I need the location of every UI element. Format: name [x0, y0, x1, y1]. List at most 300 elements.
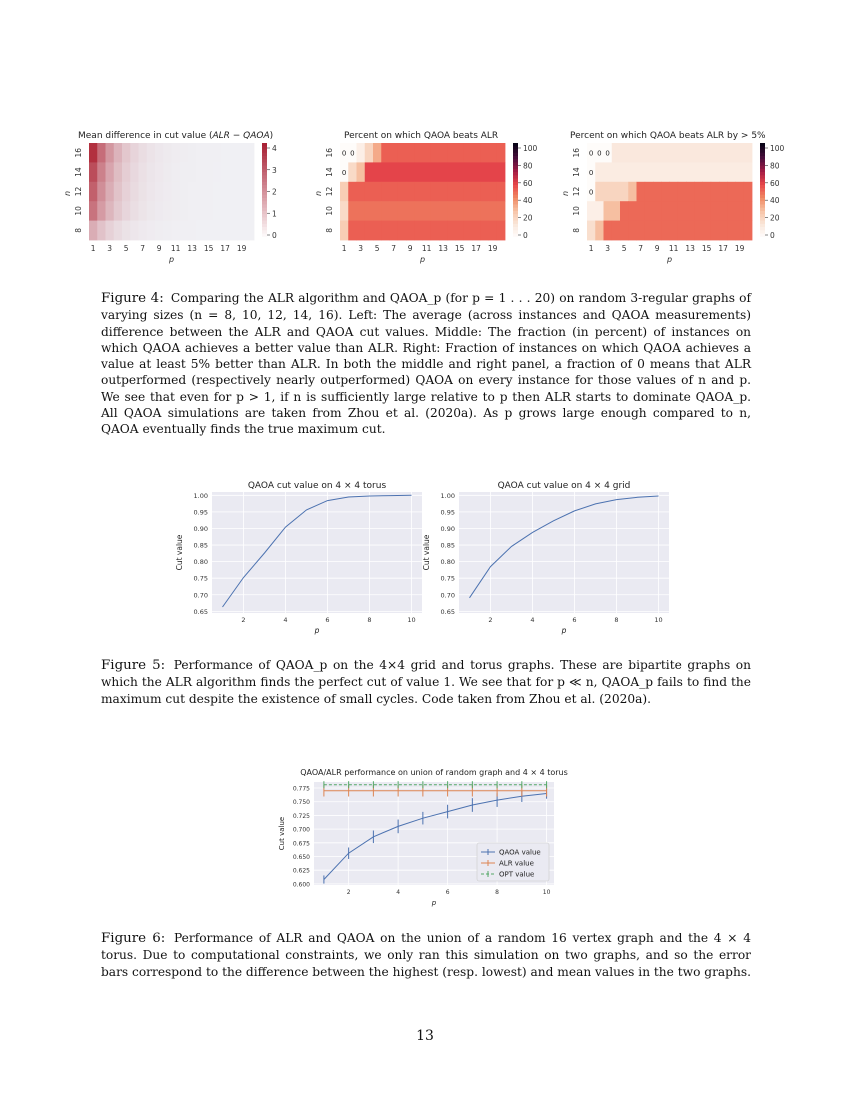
y-tick-label: 16 [572, 147, 581, 158]
heatmap-cell [106, 143, 115, 163]
colorbar-tick-label: 40 [523, 196, 533, 206]
heatmap-cell [744, 182, 753, 202]
colorbar-tick-label: 40 [770, 196, 780, 206]
heatmap-cell [678, 143, 687, 163]
colorbar-segment [513, 182, 518, 186]
heatmap-cell [155, 201, 164, 221]
colorbar-segment [513, 143, 518, 147]
x-tick-label: 6 [445, 889, 450, 896]
heatmap-cell [439, 201, 448, 221]
colorbar-tick-label: 4 [272, 144, 277, 153]
heatmap-cell [180, 162, 189, 182]
colorbar-segment [760, 172, 765, 176]
heatmap-cell [406, 201, 415, 221]
colorbar-segment [262, 175, 267, 179]
colorbar-segment [513, 230, 518, 234]
heatmap-cell [221, 221, 230, 241]
heatmap-cell [694, 221, 703, 241]
heatmap-cell [414, 221, 423, 241]
heatmap-cell [398, 221, 407, 241]
y-tick-label: 0.650 [292, 854, 310, 862]
x-tick-label: 4 [396, 889, 401, 896]
heatmap-cell [163, 221, 172, 241]
heatmap-cell [670, 201, 679, 221]
colorbar-segment [760, 188, 765, 192]
heatmap-cell [213, 221, 222, 241]
heatmap-cell [595, 221, 604, 241]
heatmap-cell [703, 182, 712, 202]
x-tick-label: 11 [170, 244, 181, 253]
x-tick-label: 8 [367, 616, 372, 624]
heatmap-cell [489, 162, 498, 182]
x-tick-label: 9 [654, 244, 660, 253]
colorbar-segment [513, 217, 518, 221]
heatmap-cell [678, 221, 687, 241]
heatmap-cell [373, 182, 382, 202]
heatmap-cell [221, 162, 230, 182]
colorbar-segment [513, 156, 518, 160]
heatmap-cell [678, 162, 687, 182]
heatmap-cell [653, 221, 662, 241]
heatmap-cell [711, 162, 720, 182]
heatmap-cell [431, 162, 440, 182]
y-axis-label: n [314, 190, 323, 197]
heatmap-cell [645, 162, 654, 182]
heatmap-cell [456, 143, 465, 163]
y-tick-label: 0.80 [193, 558, 208, 567]
heatmap-cell [130, 182, 139, 202]
heatmap-cell [114, 182, 123, 202]
figure-4-heatmaps [60, 125, 800, 270]
colorbar-segment [513, 169, 518, 173]
heatmap-cell [489, 221, 498, 241]
x-tick-label: 6 [572, 616, 577, 624]
colorbar-segment [513, 175, 518, 179]
heatmap-2-title: Percent on which QAOA beats ALR [344, 131, 499, 141]
heatmap-cell [155, 162, 164, 182]
x-tick-label: 19 [236, 244, 247, 253]
heatmap-cell [694, 143, 703, 163]
x-axis-label: p [666, 255, 673, 264]
x-tick-label: 15 [454, 244, 465, 253]
heatmap-cell [686, 201, 695, 221]
heatmap-3-colorbar [760, 143, 785, 241]
heatmap-cell [172, 182, 181, 202]
heatmap-cell [645, 182, 654, 202]
heatmap-cell [196, 143, 205, 163]
figure-4-caption-text: Comparing the ALR algorithm and QAOA_p (for p = 1 . . . 20) on random 3-regular graphs of varying sizes (n = 8, 10, 12, 14, 16). Left: The average (across instances and QAOA measurements) difference between the ALR and QAOA cut values. Middle: The fraction (in percent) of instances on which QAOA achieves a better value than ALR. Right: Fraction of instances on which QAOA achieves a value at least 5% better than ALR. In both the middle and right panel, a fraction of 0 means that ALR outperformed (respectively nearly outperformed) QAOA on every instance for those values of n and p. We see that even for p > 1, if n is sufficiently large relative to p then ALR starts to dominate QAOA_p. All QAOA simulations are taken from Zhou et al. (2020a). As p grows large enough compared to n, QAOA eventually finds the true maximum cut. [101, 291, 752, 437]
heatmap-cell [381, 143, 390, 163]
heatmap-cell [139, 162, 148, 182]
y-tick-label: 10 [572, 206, 581, 216]
x-axis-label: p [419, 255, 426, 264]
heatmap-cell [694, 201, 703, 221]
heatmap-cell [147, 221, 156, 241]
heatmap-cell [661, 182, 670, 202]
colorbar-segment [262, 188, 267, 192]
heatmap-cell [238, 201, 247, 221]
y-tick-label: 0.70 [193, 591, 208, 600]
heatmap-cell [423, 143, 432, 163]
heatmap-cell [703, 221, 712, 241]
x-tick-label: 6 [325, 616, 330, 624]
heatmap-cell [686, 143, 695, 163]
heatmap-cell [213, 201, 222, 221]
heatmap-cell [719, 221, 728, 241]
cell-annotation: 0 [341, 149, 347, 158]
heatmap-cell [246, 182, 255, 202]
colorbar-segment [760, 146, 765, 150]
heatmap-cell [497, 221, 506, 241]
cell-annotation: 0 [341, 169, 347, 178]
heatmap-cell [744, 201, 753, 221]
heatmap-cell [661, 143, 670, 163]
heatmap-cell [238, 221, 247, 241]
heatmap-cell [365, 143, 374, 163]
x-tick-label: 3 [358, 244, 364, 253]
colorbar-segment [760, 198, 765, 202]
heatmap-cell [587, 221, 596, 241]
colorbar-segment [262, 156, 267, 160]
y-tick-label: 10 [74, 206, 83, 216]
x-tick-label: 13 [685, 244, 695, 253]
heatmap-2-cells [340, 143, 505, 240]
heatmap-cell [205, 143, 214, 163]
colorbar-tick-label: 80 [770, 161, 780, 171]
x-tick-label: 5 [123, 244, 129, 253]
colorbar-segment [513, 153, 518, 157]
heatmap-cell [89, 221, 98, 241]
heatmap-cell [464, 201, 473, 221]
heatmap-cell [727, 182, 736, 202]
heatmap-cell [604, 182, 613, 202]
heatmap-cell [711, 143, 720, 163]
y-tick-label: 0.75 [440, 574, 455, 583]
heatmap-cell [340, 221, 349, 241]
figure-6-caption [101, 930, 751, 980]
x-tick-label: 17 [718, 244, 728, 253]
heatmap-cell [221, 201, 230, 221]
heatmap-cell [188, 143, 197, 163]
heatmap-cell [246, 221, 255, 241]
y-axis-label: Cut value [422, 534, 431, 571]
x-axis-label: p [431, 899, 437, 907]
heatmap-cell [694, 162, 703, 182]
heatmap-cell [147, 182, 156, 202]
heatmap-cell [431, 182, 440, 202]
colorbar-tick-label: 100 [523, 144, 538, 153]
y-tick-label: 0.95 [440, 508, 455, 517]
x-tick-label: 1 [90, 244, 96, 253]
heatmap-cell [373, 143, 382, 163]
y-tick-label: 0.80 [440, 558, 455, 567]
x-tick-label: 2 [241, 616, 246, 624]
colorbar-segment [760, 179, 765, 183]
heatmap-cell [238, 143, 247, 163]
figure-5-caption-text: Performance of QAOA_p on the 4×4 grid and torus graphs. These are bipartite graphs on which the ALR algorithm finds the perfect cut of value 1. We see that for p ≪ n, QAOA_p fails to find the maximum cut despite the existence of small cycles. Code taken from Zhou et al. (2020a). [101, 658, 751, 706]
heatmap-cell [106, 221, 115, 241]
heatmap-cell [229, 143, 238, 163]
heatmap-cell [365, 201, 374, 221]
x-tick-label: 8 [614, 616, 619, 624]
heatmap-cell [736, 162, 745, 182]
colorbar-segment [760, 214, 765, 218]
heatmap-cell [163, 182, 172, 202]
heatmap-cell [205, 162, 214, 182]
legend-label: OPT value [499, 870, 535, 879]
heatmap-cell [423, 201, 432, 221]
heatmap-cell [653, 182, 662, 202]
heatmap-cell [736, 143, 745, 163]
heatmap-cell [645, 143, 654, 163]
heatmap-cell [106, 182, 115, 202]
heatmap-cell [497, 143, 506, 163]
grid-chart-title: QAOA cut value on 4 × 4 grid [497, 481, 631, 491]
heatmap-cell [406, 143, 415, 163]
heatmap-cell [604, 162, 613, 182]
colorbar-segment [760, 237, 765, 241]
heatmap-cell [365, 221, 374, 241]
heatmap-cell [686, 162, 695, 182]
heatmap-cell [229, 182, 238, 202]
heatmap-cell [423, 162, 432, 182]
heatmap-cell [390, 182, 399, 202]
heatmap-cell [97, 162, 106, 182]
heatmap-cell [612, 221, 621, 241]
heatmap-cell [348, 182, 357, 202]
heatmap-cell [122, 143, 131, 163]
x-axis-label: p [168, 255, 175, 264]
colorbar-segment [760, 153, 765, 157]
heatmap-cell [497, 162, 506, 182]
heatmap-cell [670, 221, 679, 241]
colorbar-segment [262, 198, 267, 202]
figure-5-charts [170, 475, 680, 640]
heatmap-cell [97, 143, 106, 163]
heatmap-cell [637, 201, 646, 221]
heatmap-cell [456, 182, 465, 202]
colorbar-segment [513, 166, 518, 170]
colorbar-segment [760, 159, 765, 163]
colorbar-segment [760, 182, 765, 186]
heatmap-cell [661, 221, 670, 241]
heatmap-cell [163, 201, 172, 221]
x-tick-label: 15 [701, 244, 712, 253]
y-tick-label: 0.90 [193, 524, 208, 533]
y-axis-label: n [561, 190, 570, 197]
y-tick-label: 0.725 [292, 812, 310, 820]
heatmap-cell [390, 201, 399, 221]
heatmap-cell [414, 201, 423, 221]
colorbar-segment [760, 204, 765, 208]
colorbar-tick-label: 80 [523, 161, 533, 171]
y-tick-label: 0.65 [440, 607, 455, 616]
heatmap-cell [620, 143, 629, 163]
heatmap-cell [213, 143, 222, 163]
heatmap-cell [373, 201, 382, 221]
colorbar-segment [760, 175, 765, 179]
cell-annotation: 0 [588, 149, 594, 158]
heatmap-cell [497, 182, 506, 202]
heatmap-cell [620, 162, 629, 182]
heatmap-cell [736, 221, 745, 241]
x-tick-label: 2 [488, 616, 493, 624]
heatmap-cell [89, 182, 98, 202]
x-tick-label: 5 [374, 244, 380, 253]
heatmap-cell [703, 162, 712, 182]
colorbar-segment [262, 169, 267, 173]
heatmap-cell [447, 162, 456, 182]
heatmap-cell [196, 221, 205, 241]
x-tick-label: 9 [156, 244, 162, 253]
colorbar-segment [513, 208, 518, 212]
heatmap-cell [439, 221, 448, 241]
heatmap-cell [130, 143, 139, 163]
heatmap-cell [414, 182, 423, 202]
heatmap-cell [587, 201, 596, 221]
heatmap-cell [744, 221, 753, 241]
y-tick-label: 0.675 [292, 840, 310, 848]
heatmap-cell [612, 182, 621, 202]
heatmap-cell [114, 162, 123, 182]
colorbar-segment [262, 234, 267, 238]
y-axis-label: Cut value [175, 534, 184, 571]
heatmap-cell [431, 201, 440, 221]
colorbar-segment [513, 162, 518, 166]
heatmap-cell [719, 201, 728, 221]
heatmap-3-cells [587, 143, 752, 240]
heatmap-cell [711, 221, 720, 241]
heatmap-cell [604, 221, 613, 241]
y-tick-label: 14 [74, 167, 83, 177]
y-tick-label: 0.85 [440, 541, 455, 550]
figure-6-plot [278, 781, 554, 907]
heatmap-cell [188, 201, 197, 221]
heatmap-cell [439, 162, 448, 182]
y-tick-label: 0.75 [193, 574, 208, 583]
colorbar-segment [760, 211, 765, 215]
colorbar-segment [513, 172, 518, 176]
heatmap-cell [398, 143, 407, 163]
heatmap-cell [736, 182, 745, 202]
colorbar-segment [513, 188, 518, 192]
colorbar-segment [760, 169, 765, 173]
heatmap-cell [106, 162, 115, 182]
heatmap-cell [727, 143, 736, 163]
heatmap-cell [464, 221, 473, 241]
x-tick-label: 11 [668, 244, 679, 253]
heatmap-cell [229, 221, 238, 241]
y-axis-label: n [63, 190, 72, 197]
heatmap-cell [431, 221, 440, 241]
colorbar-segment [760, 208, 765, 212]
torus-chart [175, 481, 422, 635]
x-tick-label: 13 [438, 244, 448, 253]
colorbar-segment [760, 217, 765, 221]
heatmap-cell [357, 182, 366, 202]
colorbar-segment [513, 211, 518, 215]
heatmap-cell [205, 182, 214, 202]
y-tick-label: 16 [74, 147, 83, 158]
heatmap-cell [480, 201, 489, 221]
heatmap-cell [172, 143, 181, 163]
heatmap-cell [464, 162, 473, 182]
x-tick-label: 7 [140, 244, 146, 253]
x-tick-label: 1 [588, 244, 594, 253]
colorbar-segment [513, 227, 518, 231]
colorbar-segment [262, 166, 267, 170]
colorbar-segment [513, 224, 518, 228]
colorbar-segment [262, 149, 267, 153]
colorbar-segment [262, 211, 267, 215]
heatmap-cell [595, 182, 604, 202]
heatmap-cell [612, 201, 621, 221]
heatmap-cell [464, 143, 473, 163]
heatmap-cell [653, 143, 662, 163]
heatmap-cell [89, 143, 98, 163]
colorbar-segment [262, 217, 267, 221]
heatmap-cell [464, 182, 473, 202]
heatmap-cell [447, 182, 456, 202]
heatmap-cell [172, 201, 181, 221]
y-tick-label: 12 [74, 186, 83, 197]
heatmap-cell [130, 201, 139, 221]
heatmap-cell [122, 221, 131, 241]
heatmap-cell [439, 143, 448, 163]
heatmap-cell [497, 201, 506, 221]
heatmap-cell [612, 143, 621, 163]
heatmap-cell [711, 201, 720, 221]
heatmap-cell [229, 201, 238, 221]
colorbar-segment [513, 221, 518, 225]
heatmap-cell [122, 182, 131, 202]
legend-label: QAOA value [499, 848, 541, 857]
colorbar-segment [760, 230, 765, 234]
heatmap-cell [213, 182, 222, 202]
heatmap-cell [670, 182, 679, 202]
colorbar-segment [513, 234, 518, 238]
heatmap-cell [423, 182, 432, 202]
heatmap-cell [373, 162, 382, 182]
heatmap-cell [637, 182, 646, 202]
x-tick-label: 5 [621, 244, 627, 253]
cell-annotation: 0 [588, 169, 594, 178]
heatmap-cell [727, 162, 736, 182]
heatmap-cell [472, 221, 481, 241]
heatmap-2-colorbar [513, 143, 538, 241]
heatmap-cell [390, 162, 399, 182]
y-tick-label: 1.00 [193, 491, 208, 500]
x-tick-label: 10 [407, 616, 416, 624]
colorbar-segment [262, 146, 267, 150]
colorbar-segment [262, 195, 267, 199]
heatmap-cell [155, 182, 164, 202]
heatmap-cell [348, 162, 357, 182]
colorbar-segment [513, 146, 518, 150]
y-tick-label: 12 [325, 186, 334, 197]
heatmap-cell [414, 162, 423, 182]
heatmap-cell [456, 162, 465, 182]
heatmap-cell [653, 162, 662, 182]
y-tick-label: 0.95 [193, 508, 208, 517]
heatmap-cell [711, 182, 720, 202]
colorbar-segment [513, 237, 518, 241]
x-tick-label: 3 [107, 244, 113, 253]
heatmap-cell [703, 143, 712, 163]
heatmap-cell [180, 221, 189, 241]
heatmap-cell [456, 201, 465, 221]
heatmap-cell [678, 201, 687, 221]
